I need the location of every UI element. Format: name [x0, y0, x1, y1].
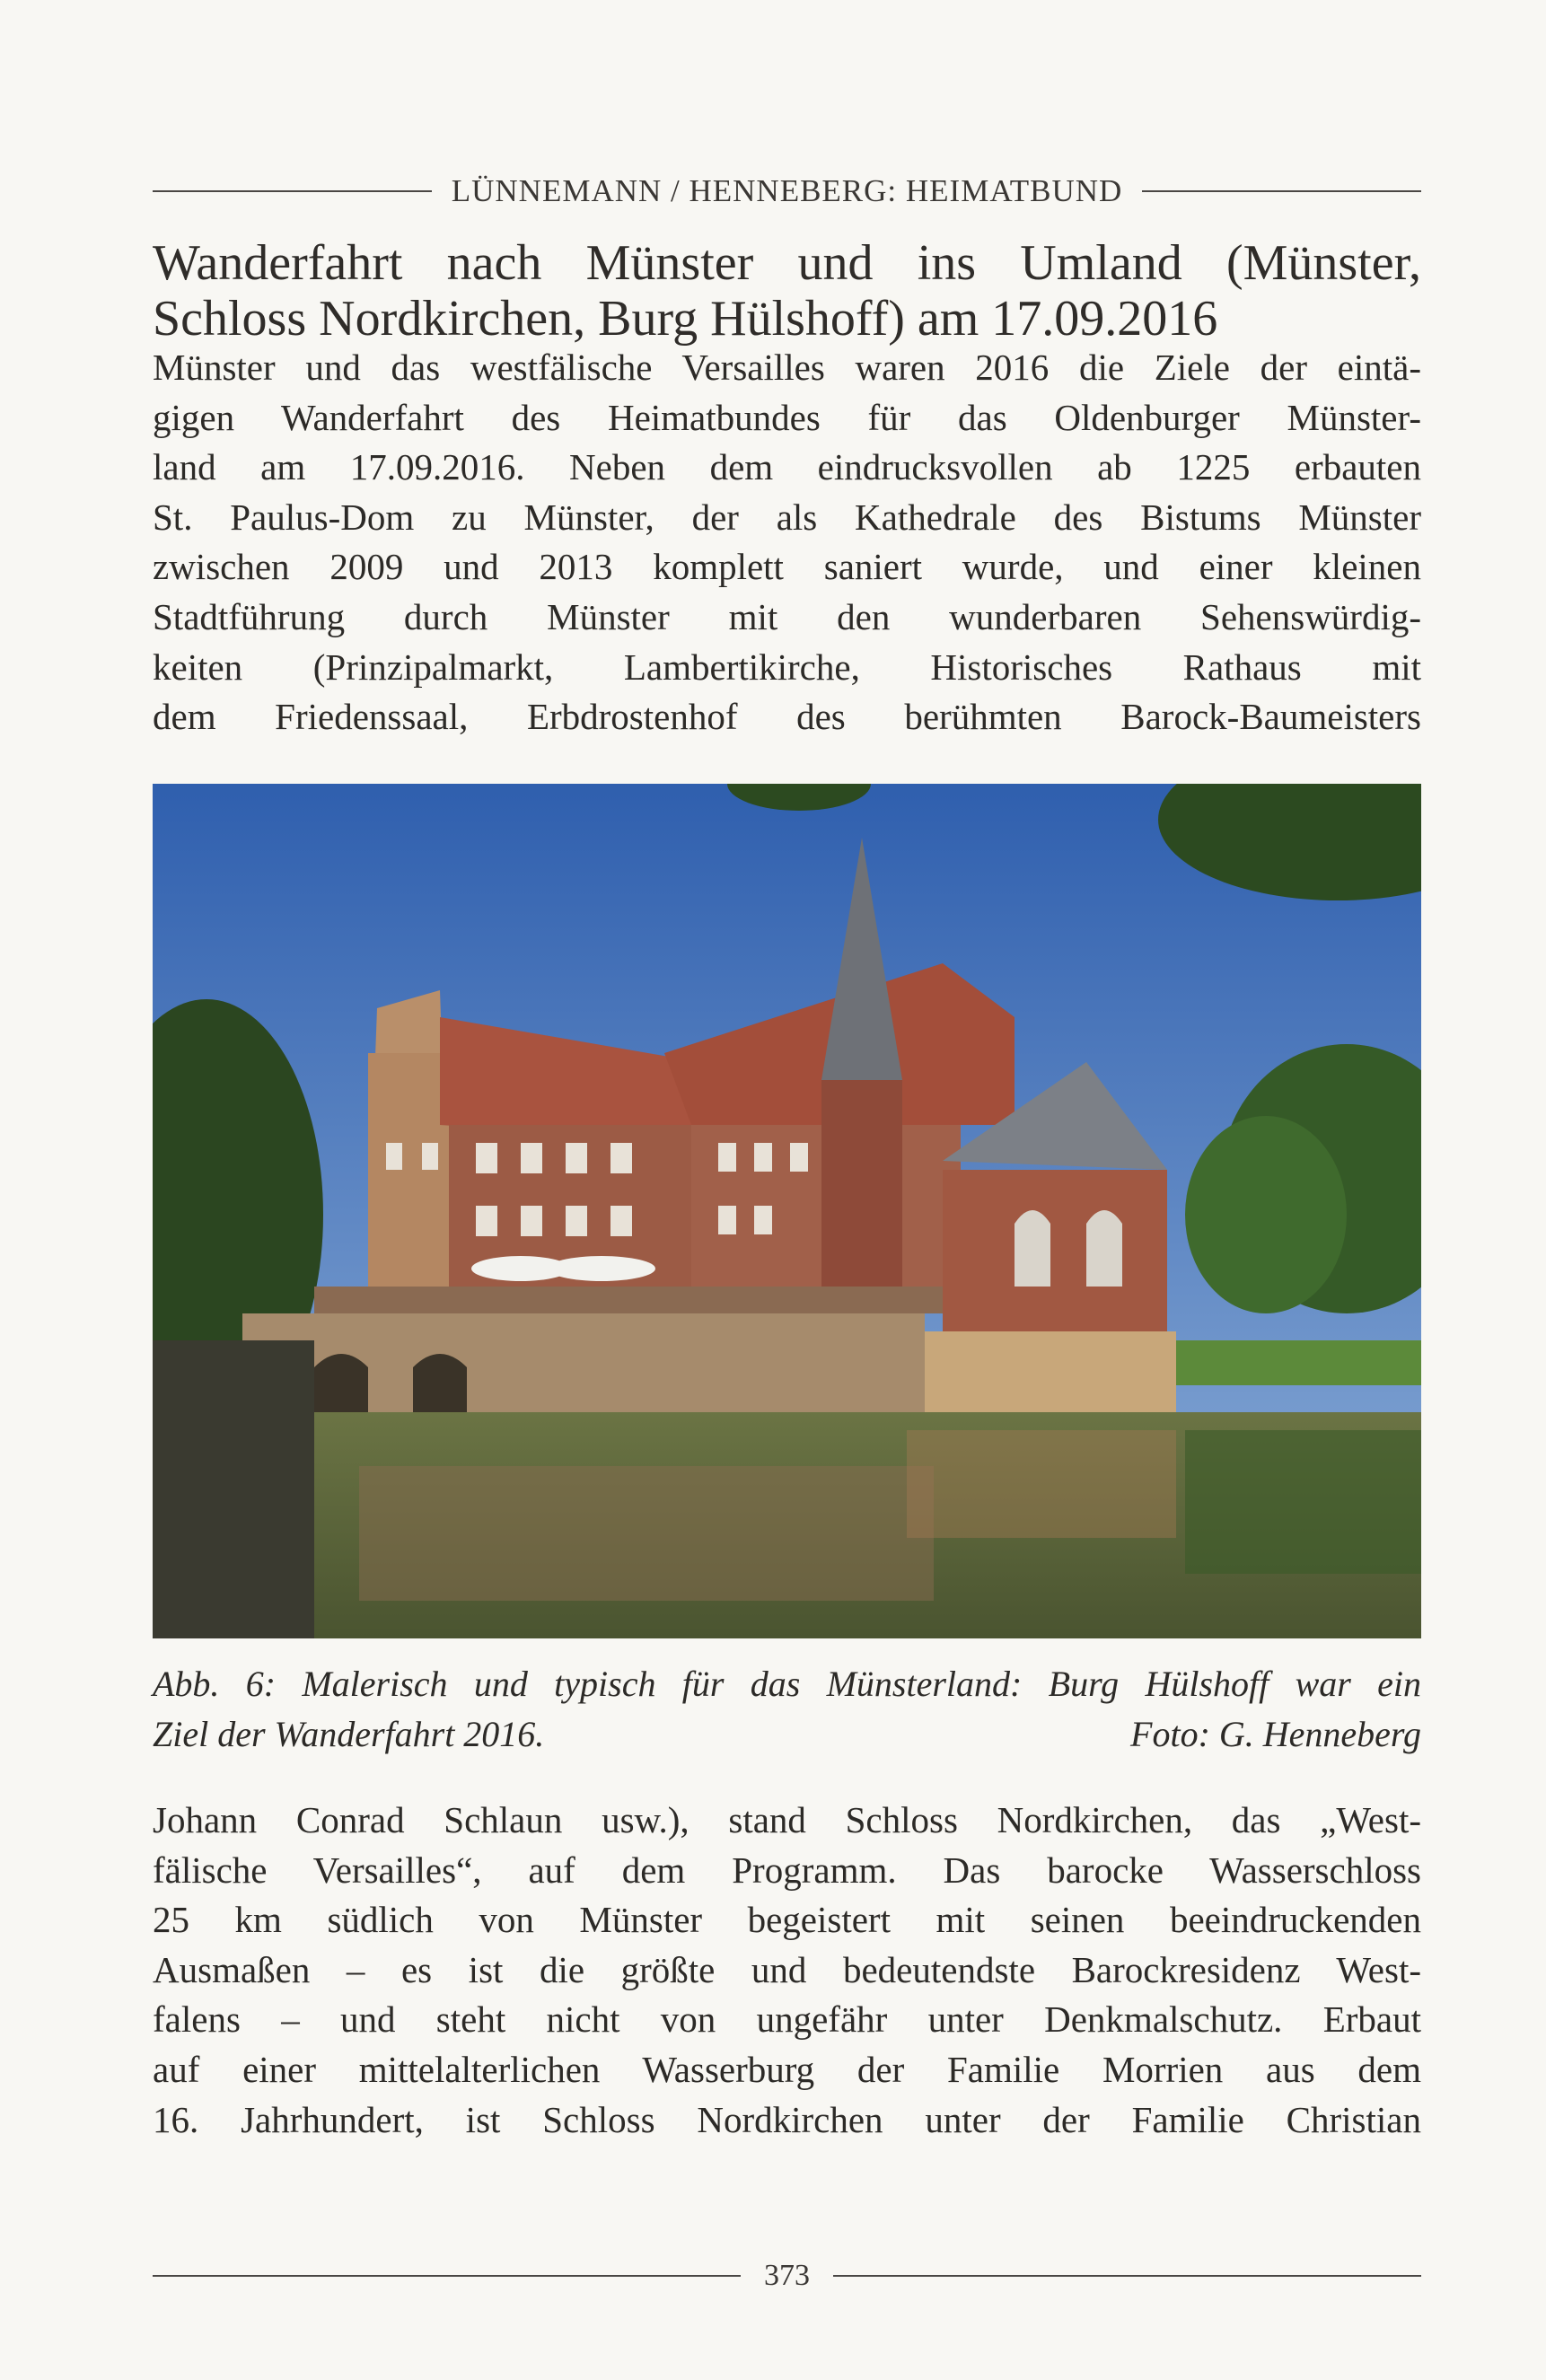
page-number: 373 — [764, 2259, 810, 2292]
figure-caption — [153, 1659, 1421, 1760]
caption-line: Abb. 6: Malerisch und typisch für das Münsterland: Burg Hülshoff war ein — [153, 1664, 1421, 1704]
paragraph-continued — [153, 1796, 1421, 2145]
caption-row — [153, 1709, 1421, 1760]
text-line: gigen Wanderfahrt des Heimatbundes für das Oldenburger Münster- — [153, 396, 1421, 438]
umbrella — [548, 1256, 655, 1281]
text-line: 16. Jahrhundert, ist Schloss Nordkirchen unter der Familie Christian — [153, 2098, 1421, 2140]
text-line: land am 17.09.2016. Neben dem eindrucksvollen ab 1225 erbauten — [153, 446, 1421, 488]
text-line: falens – und steht nicht von ungefähr unter Denkmalschutz. Erbaut — [153, 1998, 1421, 2041]
page-footer — [153, 2255, 1421, 2297]
running-head — [153, 169, 1421, 214]
text-line: Münster und das westfälische Versailles waren 2016 die Ziele der eintä- — [153, 347, 1421, 388]
photo-credit: Foto: G. Henneberg — [1130, 1714, 1421, 1754]
article-title — [153, 235, 1421, 347]
running-head-text: LÜNNEMANN / HENNEBERG: HEIMATBUND — [451, 173, 1123, 208]
header-rule-left — [153, 190, 432, 192]
text-line: St. Paulus-Dom zu Münster, der als Kathedrale des Bistums Münster — [153, 496, 1421, 538]
text-line: Johann Conrad Schlaun usw.), stand Schloss Nordkirchen, das „West- — [153, 1799, 1421, 1840]
text-line: auf einer mittelalterlichen Wasserburg der Familie Morrien aus dem — [153, 2048, 1421, 2090]
text-line: dem Friedenssaal, Erbdrostenhof des berühmten Barock-Baumeisters — [153, 696, 1421, 738]
text-line: Ausmaßen – es ist die größte und bedeutendste Barockresidenz West- — [153, 1948, 1421, 1990]
text-line: keiten (Prinzipalmarkt, Lambertikirche, Historisches Rathaus mit — [153, 645, 1421, 688]
text-line: Stadtführung durch Münster mit den wunderbaren Sehenswürdig- — [153, 595, 1421, 637]
book-page — [153, 0, 1421, 2380]
paragraph-intro — [153, 343, 1421, 742]
text-line: fälische Versailles“, auf dem Programm. Das barocke Wasserschloss — [153, 1849, 1421, 1891]
chapel-base — [907, 1331, 1176, 1412]
reflection — [359, 1466, 934, 1601]
text-line: 25 km südlich von Münster begeistert mit seinen beeindruckenden — [153, 1899, 1421, 1941]
photo-burg-huelshoff — [153, 784, 1421, 1638]
title-line: Schloss Nordkirchen, Burg Hülshoff) am 17.09.2016 — [153, 291, 1218, 347]
text-line: zwischen 2009 und 2013 komplett saniert wurde, und einer kleinen — [153, 546, 1421, 588]
chapel — [943, 1170, 1167, 1340]
title-line: Wanderfahrt nach Münster und ins Umland (Münster, — [153, 235, 1421, 291]
footer-rule-right — [833, 2275, 1421, 2277]
footer-rule-left — [153, 2275, 741, 2277]
castle-illustration — [153, 784, 1421, 1638]
header-rule-right — [1142, 190, 1421, 192]
caption-line: Ziel der Wanderfahrt 2016. — [153, 1714, 545, 1754]
